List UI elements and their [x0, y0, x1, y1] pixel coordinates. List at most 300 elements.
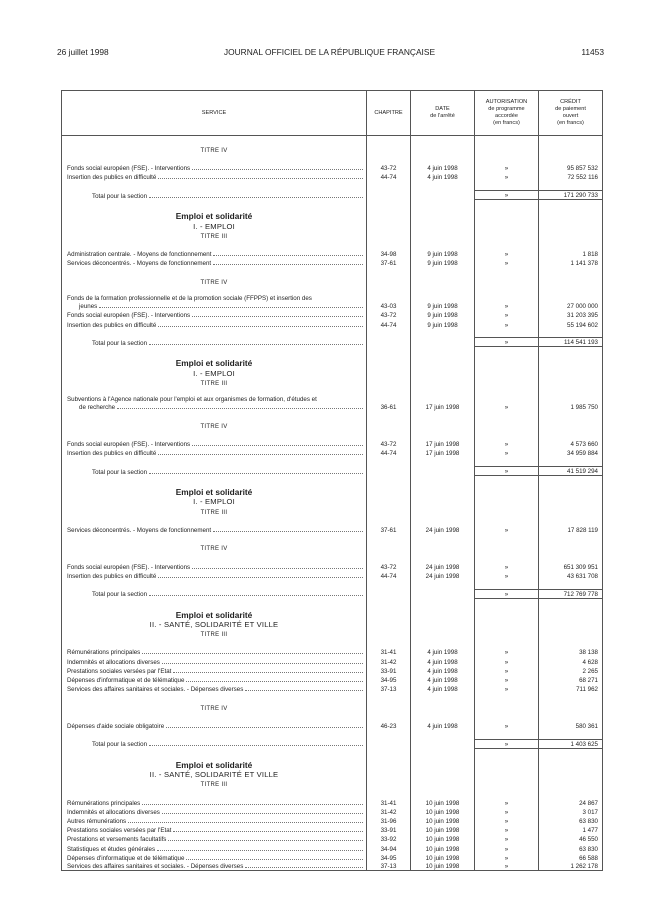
- column-header-service: SERVICE: [62, 91, 367, 136]
- titre-heading-row: [62, 276, 603, 285]
- chapitre-cell: 43-72: [367, 310, 411, 319]
- empty-cell: [539, 286, 603, 295]
- table-row: [62, 834, 603, 843]
- empty-cell: [367, 430, 411, 439]
- ministry-heading: Emploi et solidarité: [62, 487, 367, 497]
- credit-cell: 651 309 951: [539, 561, 603, 570]
- empty-cell: [411, 589, 475, 598]
- empty-cell: [62, 712, 367, 721]
- empty-cell: [539, 712, 603, 721]
- empty-cell: [411, 211, 475, 221]
- service-label: de recherche: [79, 404, 116, 412]
- empty-cell: [411, 598, 475, 610]
- empty-cell: [475, 788, 539, 797]
- empty-cell: [539, 378, 603, 387]
- dot-leader: [128, 822, 363, 823]
- chapitre-cell: 46-23: [367, 721, 411, 730]
- table-row: [62, 163, 603, 172]
- chapitre-cell: 31-96: [367, 816, 411, 825]
- spacer-row: [62, 411, 603, 420]
- table-row: [62, 439, 603, 448]
- credit-cell: 31 203 395: [539, 310, 603, 319]
- table-row: [62, 825, 603, 834]
- empty-cell: [539, 487, 603, 497]
- empty-cell: [475, 231, 539, 240]
- service-label: Indemnités et allocations diverses: [67, 808, 160, 816]
- empty-cell: [367, 276, 411, 285]
- empty-cell: [475, 487, 539, 497]
- empty-cell: [539, 457, 603, 466]
- dot-leader: [149, 595, 363, 596]
- total-label-cell: [62, 466, 367, 475]
- table-row: [62, 525, 603, 534]
- service-label: Insertion des publics en difficulté: [67, 321, 157, 329]
- service-cell: [62, 834, 367, 843]
- empty-cell: [539, 516, 603, 525]
- service-label: Total pour la section: [92, 192, 148, 200]
- service-label: Rémunérations principales: [67, 799, 141, 807]
- service-cell: [62, 862, 367, 871]
- empty-cell: [62, 598, 367, 610]
- empty-cell: [539, 693, 603, 702]
- empty-cell: [539, 760, 603, 770]
- credit-cell: 95 857 532: [539, 163, 603, 172]
- dot-leader: [149, 197, 363, 198]
- service-label: Services des affaires sanitaires et sociales. - Dépenses diverses: [67, 686, 244, 694]
- service-label: Total pour la section: [92, 339, 148, 347]
- autorisation-cell: »: [475, 396, 539, 411]
- empty-cell: [475, 712, 539, 721]
- empty-cell: [367, 712, 411, 721]
- dot-leader: [245, 690, 363, 691]
- empty-cell: [367, 191, 411, 200]
- empty-cell: [367, 358, 411, 368]
- empty-cell: [475, 286, 539, 295]
- empty-cell: [367, 487, 411, 497]
- empty-cell: [367, 338, 411, 347]
- service-label-line1: Subventions à l'Agence nationale pour l'emploi et aux organismes de formation, d'études et: [67, 395, 317, 403]
- empty-cell: [539, 200, 603, 212]
- dot-leader: [158, 577, 363, 578]
- credit-cell: 63 830: [539, 843, 603, 852]
- empty-cell: [411, 487, 475, 497]
- credit-cell: 1 477: [539, 825, 603, 834]
- empty-cell: [475, 610, 539, 620]
- credit-cell: 43 631 708: [539, 571, 603, 580]
- empty-cell: [539, 534, 603, 543]
- empty-cell: [475, 516, 539, 525]
- date-cell: 10 juin 1998: [411, 816, 475, 825]
- autorisation-cell: »: [475, 675, 539, 684]
- empty-cell: [62, 748, 367, 760]
- credit-cell: 4 573 660: [539, 439, 603, 448]
- empty-cell: [475, 329, 539, 338]
- empty-cell: [411, 506, 475, 515]
- service-label: Dépenses d'informatique et de télématique: [67, 677, 185, 685]
- chapitre-cell: 37-61: [367, 258, 411, 267]
- empty-cell: [62, 347, 367, 359]
- empty-cell: [411, 267, 475, 276]
- empty-cell: [539, 145, 603, 154]
- autorisation-cell: »: [475, 825, 539, 834]
- date-cell: 10 juin 1998: [411, 825, 475, 834]
- autorisation-cell: »: [475, 721, 539, 730]
- dot-leader: [245, 867, 363, 868]
- section-total-row: [62, 466, 603, 475]
- autorisation-cell: »: [475, 834, 539, 843]
- table-row: [62, 295, 603, 310]
- empty-cell: [475, 629, 539, 638]
- date-cell: 10 juin 1998: [411, 797, 475, 806]
- empty-cell: [367, 580, 411, 589]
- empty-cell: [411, 368, 475, 377]
- ministry-heading: Emploi et solidarité: [62, 610, 367, 620]
- empty-cell: [367, 368, 411, 377]
- autorisation-cell: »: [475, 172, 539, 181]
- empty-cell: [411, 387, 475, 396]
- empty-cell: [411, 779, 475, 788]
- chapitre-cell: 33-92: [367, 834, 411, 843]
- spacer-row: [62, 329, 603, 338]
- empty-cell: [475, 358, 539, 368]
- date-cell: 10 juin 1998: [411, 843, 475, 852]
- service-cell: [62, 647, 367, 656]
- empty-cell: [539, 730, 603, 739]
- empty-cell: [367, 421, 411, 430]
- table-row: [62, 862, 603, 871]
- empty-cell: [475, 154, 539, 163]
- empty-cell: [411, 411, 475, 420]
- spacer-row: [62, 748, 603, 760]
- table-row: [62, 310, 603, 319]
- table-row: [62, 647, 603, 656]
- autorisation-cell: »: [475, 853, 539, 862]
- service-label: Rémunérations principales: [67, 649, 141, 657]
- dot-leader: [186, 859, 363, 860]
- empty-cell: [475, 136, 539, 145]
- autorisation-cell: »: [475, 647, 539, 656]
- autorisation-cell: »: [475, 862, 539, 871]
- empty-cell: [475, 770, 539, 779]
- table-row: [62, 319, 603, 328]
- empty-cell: [411, 231, 475, 240]
- empty-cell: [367, 506, 411, 515]
- empty-cell: [62, 552, 367, 561]
- empty-cell: [539, 329, 603, 338]
- date-cell: 4 juin 1998: [411, 684, 475, 693]
- table-row: [62, 571, 603, 580]
- column-header-chapitre: CHAPITRE: [367, 91, 411, 136]
- header-date: 26 juillet 1998: [57, 47, 109, 57]
- service-cell: [62, 172, 367, 181]
- empty-cell: [539, 506, 603, 515]
- empty-cell: [475, 748, 539, 760]
- service-label-line1: Fonds de la formation professionnelle et de la promotion sociale (FFPPS) et insertion des: [67, 294, 312, 302]
- empty-cell: [475, 347, 539, 359]
- spacer-row: [62, 552, 603, 561]
- empty-cell: [475, 543, 539, 552]
- empty-cell: [62, 200, 367, 212]
- service-cell: [62, 319, 367, 328]
- spacer-row: [62, 387, 603, 396]
- credit-cell: 3 017: [539, 807, 603, 816]
- empty-cell: [539, 358, 603, 368]
- service-label: Dépenses d'aide sociale obligatoire: [67, 722, 165, 730]
- date-cell: 10 juin 1998: [411, 853, 475, 862]
- dot-leader: [142, 804, 363, 805]
- empty-cell: [411, 457, 475, 466]
- empty-cell: [539, 221, 603, 230]
- titre-heading: TITRE III: [62, 378, 367, 387]
- section-heading-row: [62, 358, 603, 368]
- date-cell: 10 juin 1998: [411, 807, 475, 816]
- empty-cell: [475, 497, 539, 506]
- chapitre-cell: 33-91: [367, 825, 411, 834]
- total-credit-cell: 712 769 778: [539, 589, 603, 598]
- empty-cell: [367, 231, 411, 240]
- autorisation-cell: »: [475, 448, 539, 457]
- dot-leader: [149, 745, 363, 746]
- empty-cell: [475, 638, 539, 647]
- service-cell: [62, 825, 367, 834]
- empty-cell: [411, 191, 475, 200]
- empty-cell: [367, 748, 411, 760]
- service-label: Services déconcentrés. - Moyens de fonctionnement: [67, 526, 212, 534]
- chapitre-cell: 34-98: [367, 249, 411, 258]
- credit-cell: 1 818: [539, 249, 603, 258]
- service-cell: [62, 258, 367, 267]
- empty-cell: [367, 702, 411, 711]
- credit-cell: 1 262 178: [539, 862, 603, 871]
- empty-cell: [367, 788, 411, 797]
- service-label: jeunes: [79, 303, 98, 311]
- empty-cell: [411, 466, 475, 475]
- table-row: [62, 853, 603, 862]
- chapitre-cell: 34-95: [367, 675, 411, 684]
- empty-cell: [62, 638, 367, 647]
- subsection-heading: I. - EMPLOI: [62, 368, 367, 377]
- spacer-row: [62, 712, 603, 721]
- credit-cell: 711 962: [539, 684, 603, 693]
- autorisation-cell: »: [475, 816, 539, 825]
- spacer-row: [62, 181, 603, 190]
- empty-cell: [367, 387, 411, 396]
- empty-cell: [411, 421, 475, 430]
- service-cell: [62, 684, 367, 693]
- date-cell: 17 juin 1998: [411, 448, 475, 457]
- table-row: [62, 675, 603, 684]
- empty-cell: [367, 378, 411, 387]
- empty-cell: [62, 430, 367, 439]
- credit-cell: 24 867: [539, 797, 603, 806]
- chapitre-cell: 33-91: [367, 666, 411, 675]
- dot-leader: [173, 831, 363, 832]
- autorisation-cell: »: [475, 319, 539, 328]
- spacer-row: [62, 534, 603, 543]
- empty-cell: [475, 476, 539, 488]
- table-body: [62, 136, 603, 871]
- chapitre-cell: 37-13: [367, 862, 411, 871]
- date-cell: 4 juin 1998: [411, 721, 475, 730]
- total-credit-cell: 114 541 193: [539, 338, 603, 347]
- empty-cell: [475, 760, 539, 770]
- spacer-row: [62, 154, 603, 163]
- dot-leader: [149, 344, 363, 345]
- ministry-heading: Emploi et solidarité: [62, 760, 367, 770]
- titre-heading: TITRE IV: [62, 543, 367, 552]
- empty-cell: [475, 430, 539, 439]
- section-heading-row: [62, 211, 603, 221]
- ministry-heading: Emploi et solidarité: [62, 358, 367, 368]
- empty-cell: [475, 598, 539, 610]
- service-cell: [62, 396, 367, 411]
- titre-heading: TITRE III: [62, 779, 367, 788]
- table-row: [62, 448, 603, 457]
- chapitre-cell: 37-61: [367, 525, 411, 534]
- empty-cell: [367, 534, 411, 543]
- autorisation-cell: »: [475, 249, 539, 258]
- service-label: Dépenses d'informatique et de télématique: [67, 854, 185, 862]
- empty-cell: [367, 552, 411, 561]
- chapitre-cell: 44-74: [367, 571, 411, 580]
- empty-cell: [411, 580, 475, 589]
- empty-cell: [367, 267, 411, 276]
- empty-cell: [539, 497, 603, 506]
- credits-table: [61, 90, 603, 871]
- subsection-heading-row: [62, 368, 603, 377]
- empty-cell: [367, 739, 411, 748]
- chapitre-cell: 31-41: [367, 797, 411, 806]
- empty-cell: [367, 497, 411, 506]
- dot-leader: [99, 307, 363, 308]
- dot-leader: [192, 445, 363, 446]
- total-autorisation-cell: »: [475, 191, 539, 200]
- empty-cell: [367, 240, 411, 249]
- total-label-cell: [62, 589, 367, 598]
- service-label: Prestations sociales versées par l'Etat: [67, 827, 172, 835]
- total-autorisation-cell: »: [475, 466, 539, 475]
- empty-cell: [367, 286, 411, 295]
- table-row: [62, 721, 603, 730]
- empty-cell: [62, 534, 367, 543]
- empty-cell: [411, 620, 475, 629]
- empty-cell: [62, 181, 367, 190]
- total-credit-cell: 41 519 294: [539, 466, 603, 475]
- empty-cell: [367, 589, 411, 598]
- service-label: Prestations et versements facultatifs: [67, 836, 167, 844]
- section-heading-row: [62, 610, 603, 620]
- empty-cell: [539, 267, 603, 276]
- total-label-cell: [62, 191, 367, 200]
- dot-leader: [168, 840, 363, 841]
- chapitre-cell: 31-41: [367, 647, 411, 656]
- service-label: Total pour la section: [92, 741, 148, 749]
- empty-cell: [539, 629, 603, 638]
- section-heading-row: [62, 487, 603, 497]
- spacer-row: [62, 240, 603, 249]
- empty-cell: [411, 702, 475, 711]
- service-label: Total pour la section: [92, 591, 148, 599]
- empty-cell: [367, 466, 411, 475]
- empty-cell: [411, 154, 475, 163]
- service-label: Insertion des publics en difficulté: [67, 450, 157, 458]
- table-row: [62, 396, 603, 411]
- empty-cell: [62, 476, 367, 488]
- subsection-heading-row: [62, 620, 603, 629]
- empty-cell: [475, 387, 539, 396]
- empty-cell: [367, 476, 411, 488]
- table-row: [62, 684, 603, 693]
- spacer-row: [62, 788, 603, 797]
- autorisation-cell: »: [475, 807, 539, 816]
- service-label: Administration centrale. - Moyens de fonctionnement: [67, 251, 212, 259]
- service-cell: [62, 843, 367, 852]
- empty-cell: [62, 516, 367, 525]
- empty-cell: [475, 620, 539, 629]
- credit-cell: 63 830: [539, 816, 603, 825]
- empty-cell: [367, 543, 411, 552]
- empty-cell: [539, 543, 603, 552]
- service-label: Insertion des publics en difficulté: [67, 572, 157, 580]
- credit-cell: 2 265: [539, 666, 603, 675]
- date-cell: 4 juin 1998: [411, 666, 475, 675]
- date-cell: 9 juin 1998: [411, 319, 475, 328]
- service-label: Fonds social européen (FSE). - Interventions: [67, 312, 191, 320]
- date-cell: 10 juin 1998: [411, 862, 475, 871]
- service-cell: [62, 797, 367, 806]
- empty-cell: [539, 620, 603, 629]
- empty-cell: [367, 760, 411, 770]
- empty-cell: [475, 506, 539, 515]
- empty-cell: [539, 552, 603, 561]
- autorisation-cell: »: [475, 310, 539, 319]
- service-cell: [62, 310, 367, 319]
- titre-heading: TITRE IV: [62, 276, 367, 285]
- empty-cell: [475, 145, 539, 154]
- autorisation-cell: »: [475, 525, 539, 534]
- autorisation-cell: »: [475, 666, 539, 675]
- empty-cell: [539, 421, 603, 430]
- column-header-credit: CRÉDIT de paiement ouvert (en francs): [539, 91, 603, 136]
- empty-cell: [411, 347, 475, 359]
- autorisation-cell: »: [475, 571, 539, 580]
- spacer-row: [62, 476, 603, 488]
- credit-cell: 72 552 116: [539, 172, 603, 181]
- empty-cell: [475, 221, 539, 230]
- service-cell: [62, 675, 367, 684]
- empty-cell: [411, 497, 475, 506]
- empty-cell: [539, 368, 603, 377]
- titre-heading-row: [62, 543, 603, 552]
- empty-cell: [475, 779, 539, 788]
- dot-leader: [186, 681, 363, 682]
- column-header-autorisation: AUTORISATION de programme accordée (en francs): [475, 91, 539, 136]
- empty-cell: [475, 240, 539, 249]
- empty-cell: [62, 286, 367, 295]
- dot-leader: [192, 568, 363, 569]
- header-page-number: 11453: [581, 47, 604, 57]
- service-label: Services déconcentrés. - Moyens de fonctionnement: [67, 260, 212, 268]
- empty-cell: [367, 620, 411, 629]
- empty-cell: [539, 770, 603, 779]
- dot-leader: [213, 264, 363, 265]
- empty-cell: [367, 770, 411, 779]
- service-cell: [62, 249, 367, 258]
- credit-cell: 55 194 602: [539, 319, 603, 328]
- table-row: [62, 797, 603, 806]
- empty-cell: [411, 638, 475, 647]
- service-cell: [62, 439, 367, 448]
